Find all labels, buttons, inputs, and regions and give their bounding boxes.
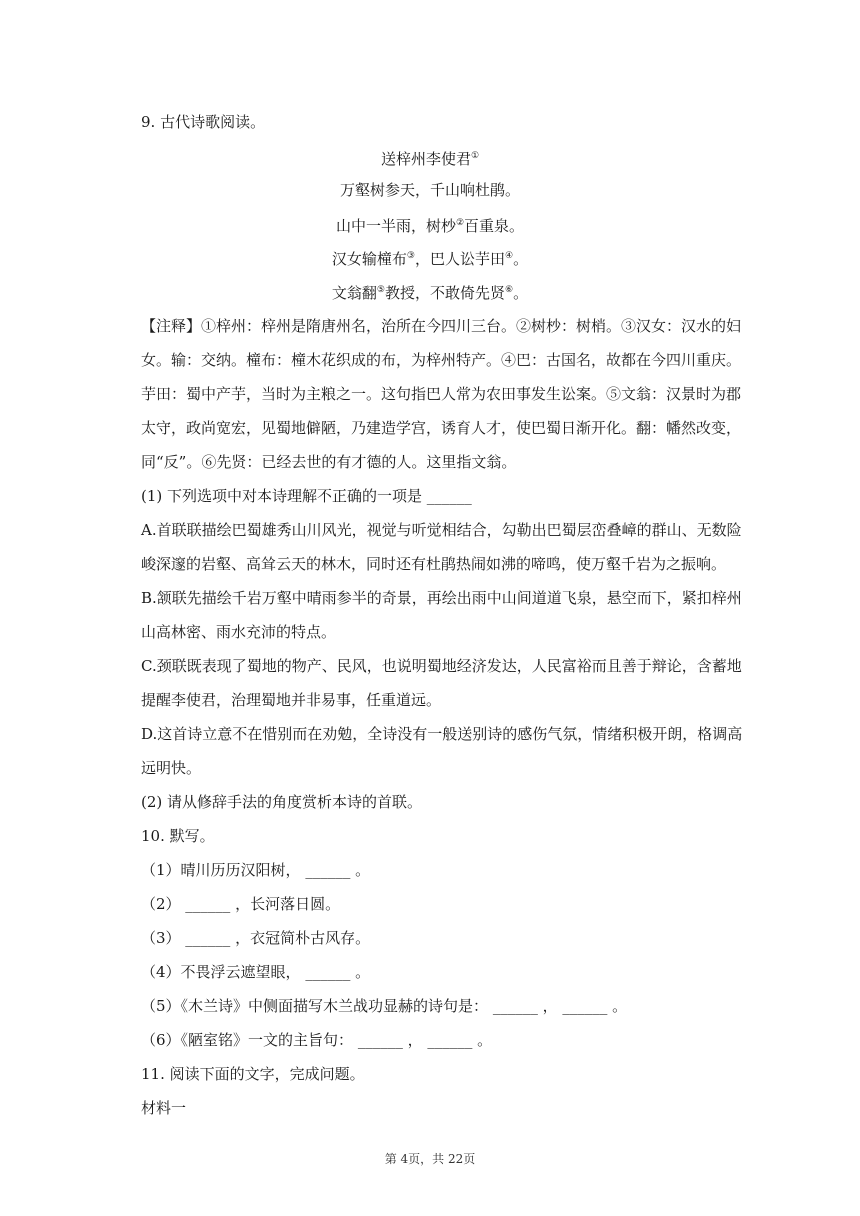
option-line: 提醒李使君，治理蜀地并非易事，任重道远。 (141, 691, 442, 709)
dictation-item: （2） ______ ，长河落日圆。 (141, 895, 341, 913)
notes-line: 同“反”。⑥先贤：已经去世的有才德的人。这里指文翁。 (141, 453, 517, 471)
dictation-item: （6）《陋室铭》一文的主旨句： ______ ， ______ 。 (141, 1031, 493, 1049)
option-line: 峻深邃的岩壑、高耸云天的林木，同时还有杜鹃热闹如沸的啼鸣，使万壑千岩为之振响。 (141, 555, 727, 573)
question-11-heading: 11. 阅读下面的文字，完成问题。 (141, 1065, 365, 1083)
page-footer: 第 4页，共 22页 (384, 1152, 476, 1166)
question-10-heading: 10. 默写。 (141, 827, 215, 845)
footnote-marker: ④ (505, 251, 514, 261)
poem-line-2: 山中一半雨，树杪②百重泉。 (335, 217, 525, 235)
sub-question-1: (1) 下列选项中对本诗理解不正确的一项是 ______ (141, 487, 472, 505)
dictation-item: （3） ______ ，衣冠简朴古风存。 (141, 929, 371, 947)
option-line: C.颈联既表现了蜀地的物产、民风，也说明蜀地经济发达，人民富裕而且善于辩论，含蓄地 (141, 657, 742, 675)
poem-line-3: 汉女输橦布③，巴人讼芋田④。 (331, 250, 529, 268)
notes-line: 女。输：交纳。橦布：橦木花织成的布，为梓州特产。④巴：古国名，故都在今四川重庆。 (141, 351, 742, 369)
notes-line: 芋田：蜀中产芋，当时为主粮之一。这句指巴人常为农田事发生讼案。⑤文翁：汉景时为郡 (141, 385, 742, 403)
dictation-item: （5）《木兰诗》中侧面描写木兰战功显赫的诗句是： ______ ， ______ 。 (141, 997, 628, 1015)
sub-question-2: (2) 请从修辞手法的角度赏析本诗的首联。 (141, 793, 423, 811)
poem-line-1: 万壑树参天，千山响杜鹃。 (339, 181, 520, 199)
poem-line-4: 文翁翻⑤教授，不敢倚先贤⑥。 (331, 284, 529, 302)
footnote-marker: ⑤ (376, 285, 385, 295)
question-9-heading: 9. 古代诗歌阅读。 (141, 113, 266, 131)
material-label: 材料一 (141, 1099, 187, 1117)
footnote-marker: ⑥ (505, 285, 514, 295)
poem-title: 送梓州李使君① (380, 150, 480, 168)
option-line: B.颔联先描绘千岩万壑中晴雨参半的奇景，再绘出雨中山间道道飞泉，悬空而下，紧扣梓州 (141, 589, 742, 607)
dictation-item: （1）晴川历历汉阳树， ______ 。 (141, 861, 371, 879)
notes-line: 太守，政尚宽宏，见蜀地僻陋，乃建造学宫，诱育人才，使巴蜀日渐开化。翻：幡然改变， (141, 419, 742, 437)
footnote-marker: ③ (406, 251, 415, 261)
dictation-item: （4）不畏浮云遮望眼， ______ 。 (141, 963, 371, 981)
footnote-marker: ② (455, 218, 465, 228)
notes-line: 【注释】①梓州：梓州是隋唐州名，治所在今四川三台。②树杪：树梢。③汉女：汉水的妇 (141, 317, 742, 335)
option-line: 山高林密、雨水充沛的特点。 (141, 623, 337, 641)
option-line: A.首联联描绘巴蜀雄秀山川风光，视觉与听觉相结合，勾勒出巴蜀层峦叠嶂的群山、无数险 (141, 521, 742, 539)
option-line: D.这首诗立意不在惜别而在劝勉，全诗没有一般送别诗的感伤气氛，情绪积极开朗，格调高 (141, 725, 743, 743)
option-line: 远明快。 (141, 759, 202, 777)
footnote-marker: ① (470, 151, 480, 161)
